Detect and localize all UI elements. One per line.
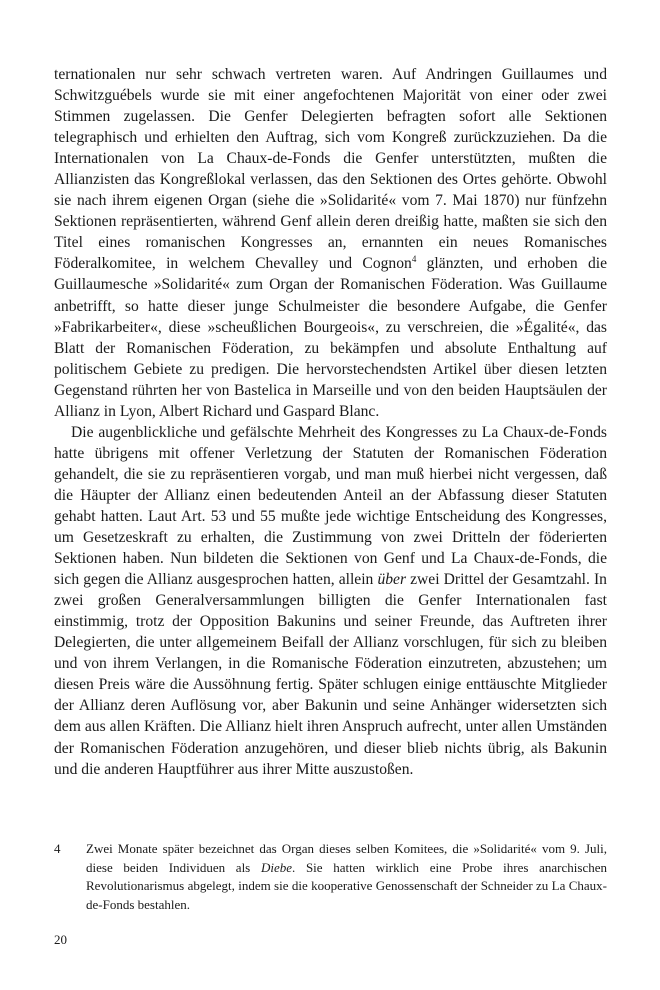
paragraph-1-text-a: ternationalen nur sehr schwach vertreten waren. Auf Andringen Guillaumes und Schwitzguébels wurde sie mit einer angefochtenen Majorität von einer oder zwei Stimmen zugelassen. Die Genfer Delegierten befragten sofort alle Sektionen telegraphisch und erhielten den Auftrag, sich vom Kongreß zurückzuziehen. Da die Internationalen von La Chaux-de-Fonds die Genfer unterstützten, mußten die Allianzisten das Kongreßlokal verlassen, das den Sektionen des Ortes gehörte. Obwohl sie nach ihrem eigenen Organ (siehe die »Solidarité« vom 7. Mai 1870) nur fünfzehn Sektionen repräsentierten, während Genf allein deren dreißig hatte, maßten sie sich den Titel eines romanischen Kongresses an, ernannten ein neues Romanisches Föderalkomitee, in welchem Chevalley und Cognon bbox=[54, 66, 607, 273]
footnote-emphasis: Diebe bbox=[260, 859, 292, 875]
footnote-ref[interactable]: 4 bbox=[411, 254, 417, 265]
paragraph-1 bbox=[54, 64, 607, 422]
paragraph-1-text-b: glänzten, und erhoben die Guillaumesche »Solidarité« zum Organ der Romanischen Föderation. Was Guillaume anbetrifft, so hatte dieser junge Schulmeister die besondere Aufgabe, die Genfer »Fabrikarbeiter«, diese »scheußlichen Bourgeois«, zu verschreien, die »Égalité«, das Blatt der Romanischen Föderation, zu bekämpfen und absolute Enthaltung auf politischem Gebiete zu predigen. Die hervorstechendsten Artikel über diesen letzten Gegenstand rührten her von Bastelica in Marseille und von den beiden Hauptsäulen der Allianz in Lyon, Albert Richard und Gaspard Blanc. bbox=[54, 255, 607, 420]
footnote-text bbox=[86, 840, 607, 914]
paragraph-2-text-b: zwei Drittel der Gesamtzahl. In zwei großen Generalversammlungen billigten die Genfer Internationalen fast einstimmig, trotz der Opposition Bakunins und seiner Freunde, das Auftreten ihrer Delegierten, die unter allgemeinem Beifall der Allianz vorschlugen, für sich zu bleiben und von ihrem Verlangen, in die Romanische Föderation einzutreten, abzustehen; um diesen Preis wäre die Aussöhnung fertig. Später schlugen einige enttäuschte Mitglieder der Allianz deren Auflösung vor, aber Bakunin und seine Anhänger widersetzten sich dem aus allen Kräften. Die Allianz hielt ihren Anspruch aufrecht, unter allen Umständen der Romanischen Föderation anzugehören, und dieser blieb nichts übrig, als Bakunin und die anderen Hauptführer aus ihrer Mitte auszustoßen. bbox=[54, 571, 607, 778]
footnote-number: 4 bbox=[54, 841, 61, 856]
paragraph-2 bbox=[54, 422, 607, 780]
footnote-text-a: Zwei Monate später bezeichnet das Organ dieses selben Komitees, die »Solidarité« vom 9. Juli, diese beiden Individuen als bbox=[86, 841, 607, 875]
footnote-text-b: . Sie hatten wirklich eine Probe ihres anarchischen Revolutionarismus abgelegt, indem sie die kooperative Genossenschaft der Schneider zu La Chaux-de-Fonds bestahlen. bbox=[86, 859, 607, 912]
paragraph-2-text-a: Die augenblickliche und gefälschte Mehrheit des Kongresses zu La Chaux-de-Fonds hatte übrigens mit offener Verletzung der Statuten der Romanischen Föderation gehandelt, die sie zu repräsentieren vorgab, und man muß hierbei nicht vergessen, daß die Häupter der Allianz einen bedeutenden Anteil an der Abfassung dieser Statuten gehabt hatten. Laut Art. 53 und 55 mußte jede wichtige Entscheidung des Kongresses, um Gesetzeskraft zu erhalten, die Zustimmung von zwei Dritteln der föderierten Sektionen haben. Nun bildeten die Sektionen von Genf und La Chaux-de-Fonds, die sich gegen die Allianz ausgesprochen hatten, allein bbox=[54, 423, 607, 589]
paragraph-2-emphasis: über bbox=[377, 571, 407, 589]
page-number: 20 bbox=[54, 932, 67, 947]
main-text bbox=[54, 64, 607, 780]
footnote bbox=[54, 840, 607, 914]
